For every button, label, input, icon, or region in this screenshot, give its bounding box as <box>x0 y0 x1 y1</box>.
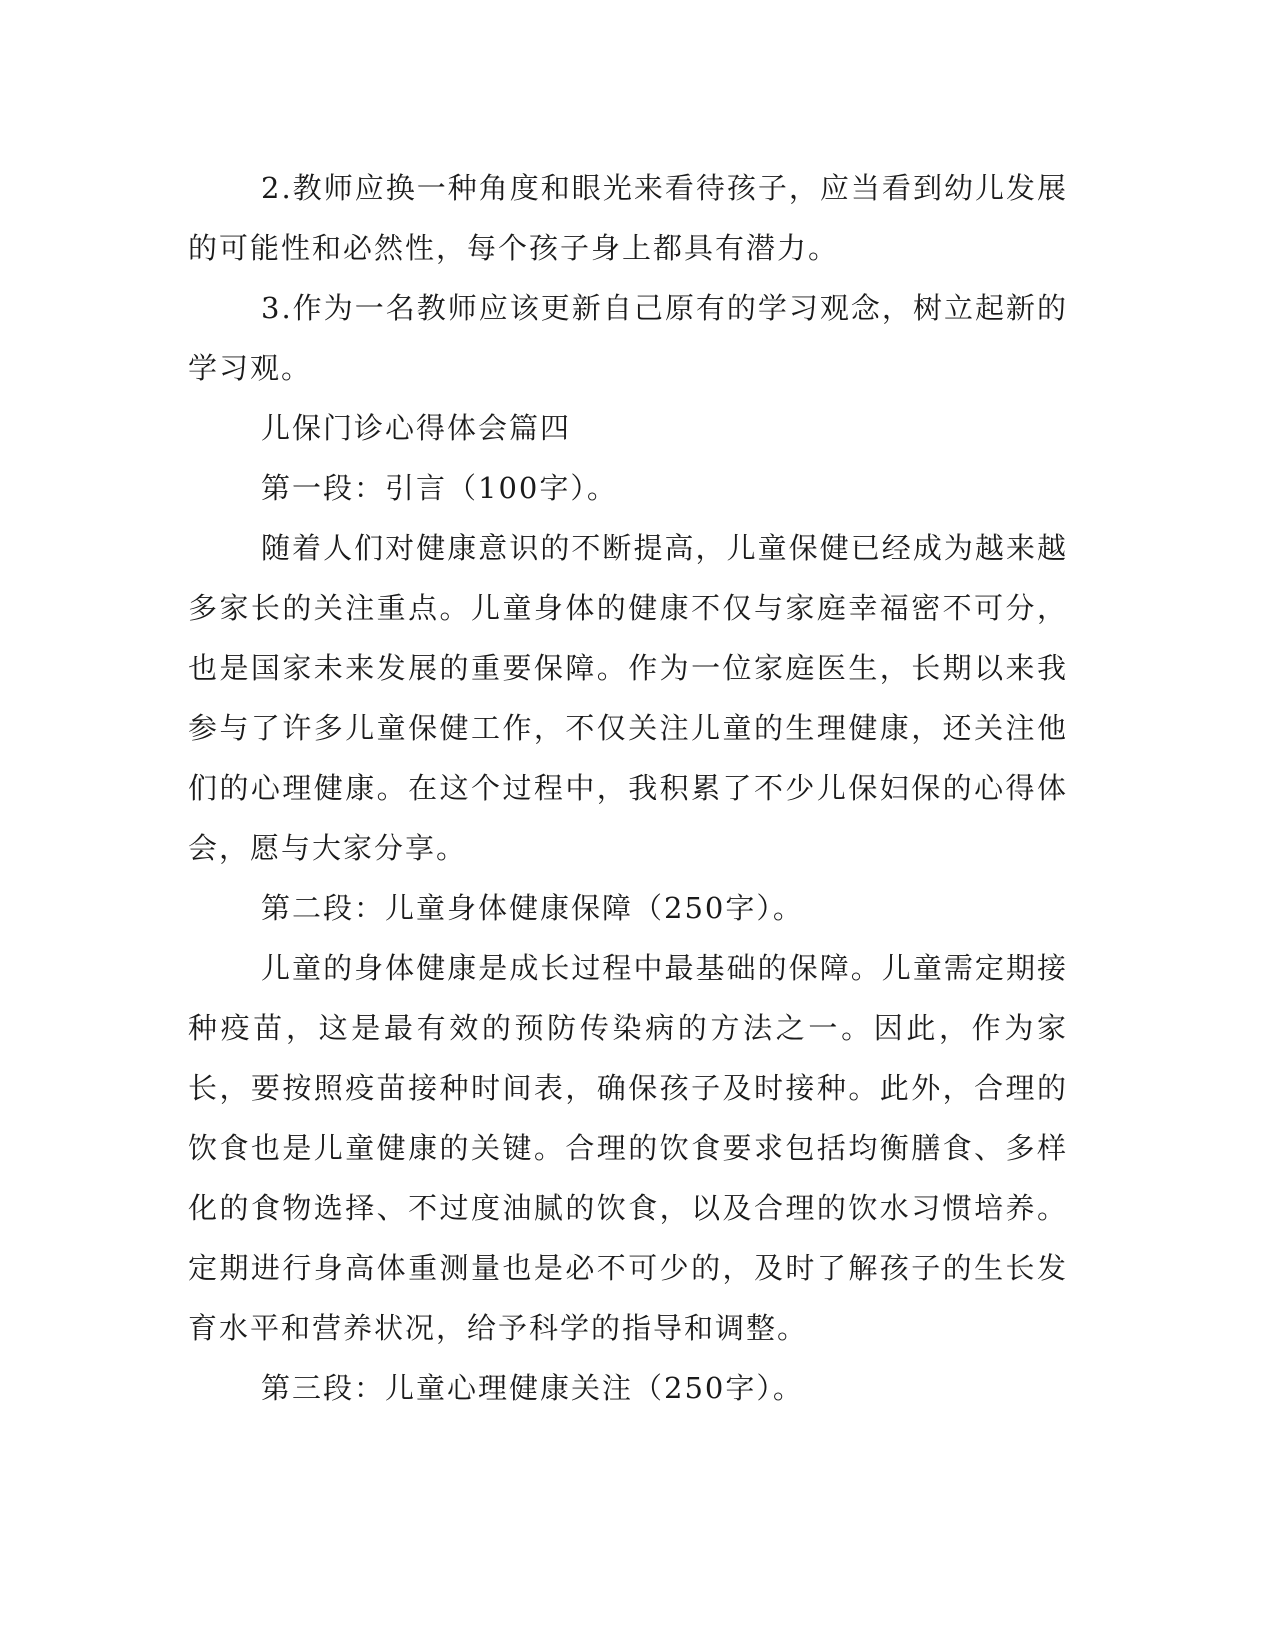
section-heading-1: 第一段：引言（100字）。 <box>261 471 618 505</box>
article-title: 儿保门诊心得体会篇四 <box>261 411 572 445</box>
paragraph-point-3: 3.作为一名教师应该更新自己原有的学习观念，树立起新的学习观。 <box>188 291 1068 385</box>
document-body <box>188 158 1068 1418</box>
paragraph-point-2: 2.教师应换一种角度和眼光来看待孩子，应当看到幼儿发展的可能性和必然性，每个孩子身上都具有潜力。 <box>188 171 1068 265</box>
section-heading-2: 第二段：儿童身体健康保障（250字）。 <box>261 891 804 925</box>
section-heading-3: 第三段：儿童心理健康关注（250字）。 <box>261 1371 804 1405</box>
paragraph-physical-health: 儿童的身体健康是成长过程中最基础的保障。儿童需定期接种疫苗，这是最有效的预防传染病的方法之一。因此，作为家长，要按照疫苗接种时间表，确保孩子及时接种。此外，合理的饮食也是儿童健康的关键。合理的饮食要求包括均衡膳食、多样化的食物选择、不过度油腻的饮食，以及合理的饮水习惯培养。定期进行身高体重测量也是必不可少的，及时了解孩子的生长发育水平和营养状况，给予科学的指导和调整。 <box>188 951 1068 1345</box>
paragraph-intro: 随着人们对健康意识的不断提高，儿童保健已经成为越来越多家长的关注重点。儿童身体的健康不仅与家庭幸福密不可分，也是国家未来发展的重要保障。作为一位家庭医生，长期以来我参与了许多儿童保健工作，不仅关注儿童的生理健康，还关注他们的心理健康。在这个过程中，我积累了不少儿保妇保的心得体会，愿与大家分享。 <box>188 531 1068 865</box>
